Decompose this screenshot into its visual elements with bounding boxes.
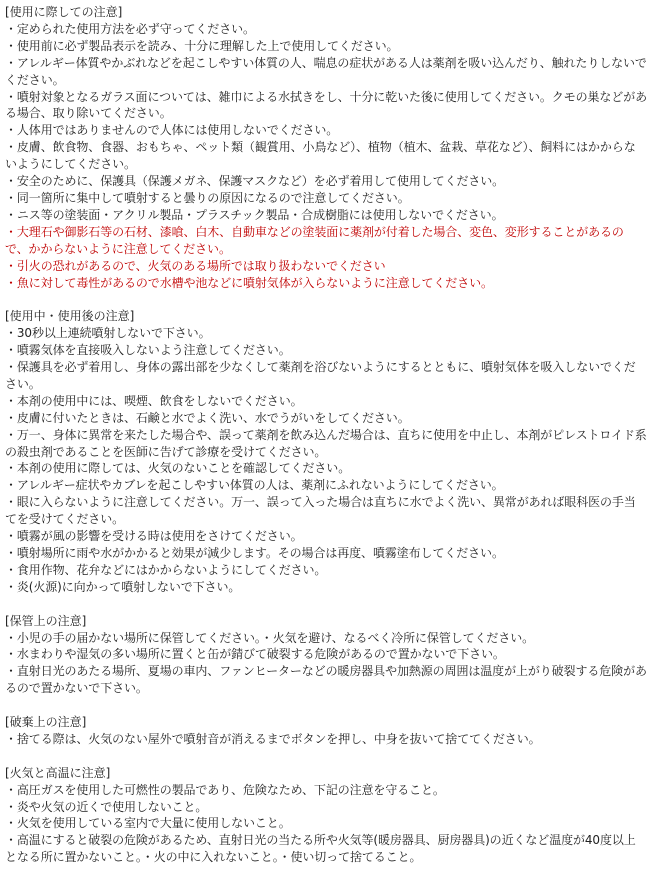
section-heading: [保管上の注意] <box>5 613 87 628</box>
section-disposal <box>5 714 647 748</box>
section-heading: [使用に際しての注意] <box>5 5 123 19</box>
list-item: ・人体用ではありませんので人体には使用しないでください。 <box>5 123 339 138</box>
section-divider <box>5 596 647 613</box>
section-divider <box>5 291 647 308</box>
list-item: ・直射日光のあたる場所、夏場の車内、ファンヒーターなどの暖房器具や加熱源の周囲は温度が上がり破裂する危険があるので置かないで下さい。 <box>5 664 647 696</box>
list-item: ・保護具を必ず着用し、身体の露出部を少なくして薬剤を浴びないようにするとともに、噴射気体を吸入しないでください。 <box>5 360 636 391</box>
list-item: ・皮膚に付いたときは、石鹸と水でよく洗い、水でうがいをしてください。 <box>5 410 410 425</box>
list-item: ・食用作物、花弁などにはかからないようにしてください。 <box>5 562 327 577</box>
list-item: ・噴射場所に雨や水がかかると効果が減少します。その場合は再度、噴霧塗布してください。 <box>5 545 504 560</box>
list-item: ・アレルギー体質やかぶれなどを起こしやすい体質の人、喘息の症状がある人は薬剤を吸い込んだり、触れたりしないでください。 <box>5 55 647 87</box>
warning-item: ・引火の恐れがあるので、火気のある場所では取り扱わないでください <box>5 258 386 273</box>
list-item: ・万一、身体に異常を来たした場合や、誤って薬剤を飲み込んだ場合は、直ちに使用を中止し、本剤がピレストロイド系の殺虫剤であることを医師に告げて診療を受けてください。 <box>5 427 647 459</box>
list-item: ・噴霧が風の影響を受ける時は使用をさけてください。 <box>5 529 303 544</box>
list-item: ・皮膚、飲食物、食器、おもちゃ、ペット類（観賞用、小鳥など）、植物（植木、盆栽、草花など）、飼料にはかからないようにしてください。 <box>5 140 636 172</box>
list-item: ・アレルギー症状やカブレを起こしやすい体質の人は、薬剤にふれないようにしてください。 <box>5 478 504 493</box>
list-item: ・小児の手の届かない場所に保管してください。・火気を避け、なるべく冷所に保管してください。 <box>5 630 535 645</box>
section-fire-heat <box>5 765 647 866</box>
section-heading: [使用中・使用後の注意] <box>5 309 135 324</box>
list-item: ・噴霧気体を直接吸入しないよう注意してください。 <box>5 343 291 358</box>
list-item: ・噴射対象となるガラス面については、雑巾による水拭きをし、十分に乾いた後に使用してください。クモの巣などがある場合、取り除いてください。 <box>5 89 648 121</box>
list-item: ・安全のために、保護具（保護メガネ、保護マスクなど）を必ず着用して使用してください。 <box>5 174 505 189</box>
section-storage <box>5 613 647 698</box>
list-item: ・炎(火源)に向かって噴射しないで下さい。 <box>5 579 241 594</box>
warning-item: ・大理石や御影石等の石材、漆喰、白木、自動車などの塗装面に薬剤が付着した場合、変色、変形することがあるので、かからないように注意してください。 <box>5 224 624 256</box>
list-item: ・本剤の使用中には、喫煙、飲食をしないでください。 <box>5 393 303 408</box>
list-item: ・ニス等の塗装面・アクリル製品・プラスチック製品・合成樹脂には使用しないでください。 <box>5 207 504 222</box>
list-item: ・高温にすると破裂の危険があるため、直射日光の当たる所や火気等(暖房器具、厨房器具)の近くなど温度が40度以上となる所に置かないこと。・火の中に入れないこと。・使い切って捨てること。 <box>5 833 636 865</box>
list-item: ・本剤の使用に際しては、火気のないことを確認してください。 <box>5 461 351 476</box>
section-heading: [火気と高温に注意] <box>5 765 111 780</box>
list-item: ・使用前に必ず製品表示を読み、十分に理解した上で使用してください。 <box>5 38 399 53</box>
list-item: ・捨てる際は、火気のない屋外で噴射音が消えるまでボタンを押し、中身を抜いて捨ててください。 <box>5 731 541 746</box>
section-during-after-use <box>5 308 647 595</box>
warning-item: ・魚に対して毒性があるので水槽や池などに噴射気体が入らないように注意してください。 <box>5 275 493 290</box>
list-item: ・高圧ガスを使用した可燃性の製品であり、危険なため、下記の注意を守ること。 <box>5 782 445 797</box>
list-item: ・定められた使用方法を必ず守ってください。 <box>5 21 255 36</box>
list-item: ・水まわりや湿気の多い場所に置くと缶が錆びて破裂する危険があるので置かないで下さい。 <box>5 647 505 662</box>
list-item: ・火気を使用している室内で大量に使用しないこと。 <box>5 816 291 831</box>
list-item: ・同一箇所に集中して噴射すると曇りの原因になるので注意してください。 <box>5 190 410 205</box>
list-item: ・炎や火気の近くで使用しないこと。 <box>5 799 208 814</box>
list-item: ・30秒以上連続噴射しないで下さい。 <box>5 326 211 341</box>
section-divider <box>5 748 647 765</box>
section-divider <box>5 697 647 714</box>
section-usage-precautions <box>5 4 647 291</box>
section-heading: [破棄上の注意] <box>5 715 87 730</box>
list-item: ・眼に入らないように注意してください。万一、誤って入った場合は直ちに水でよく洗い、異常があれば眼科医の手当てを受けてください。 <box>5 495 636 527</box>
